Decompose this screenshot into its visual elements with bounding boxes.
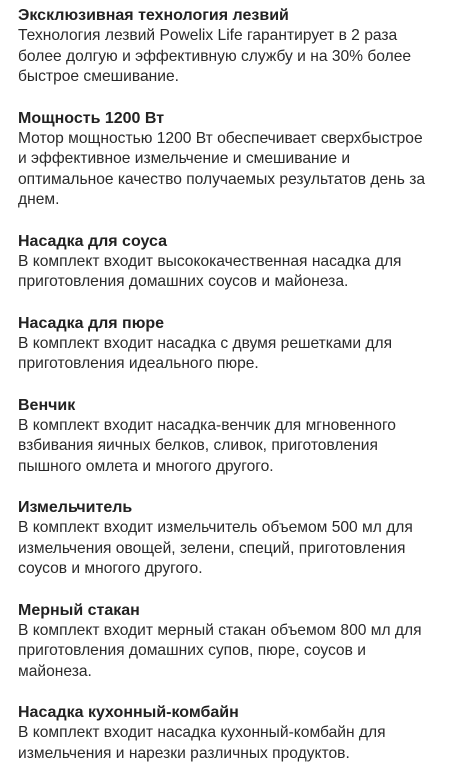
feature-whisk: [18, 396, 432, 478]
feature-description: Технология лезвий Powelix Life гарантирует в 2 раза более долгую и эффективную службу и на 30% более быстрое смешивание.: [18, 27, 412, 85]
feature-title: Насадка для соуса: [18, 232, 168, 250]
feature-description: В комплект входит насадка кухонный-комбайн для измельчения и нарезки различных продуктов.: [18, 724, 386, 762]
feature-title: Насадка для пюре: [18, 314, 165, 332]
feature-chopper: [18, 498, 432, 580]
feature-title: Измельчитель: [18, 499, 133, 516]
feature-description: В комплект входит мерный стакан объемом 800 мл для приготовления домашних супов, пюре, соусов и майонеза.: [18, 621, 422, 680]
feature-sauce-attachment: [18, 232, 432, 293]
feature-description: В комплект входит измельчитель объемом 500 мл для измельчения овощей, зелени, специй, приготовления соусов и многого другого.: [18, 519, 413, 577]
feature-measuring-cup: [18, 601, 432, 683]
feature-title: Насадка кухонный-комбайн: [18, 704, 239, 721]
feature-description: Мотор мощностью 1200 Вт обеспечивает сверхбыстрое и эффективное измельчение и смешивание и оптимальное качество получаемых результатов день за днем.: [18, 129, 426, 208]
feature-title: Эксклюзивная технология лезвий: [18, 7, 289, 24]
feature-puree-attachment: [18, 314, 432, 375]
feature-blade-technology: [18, 6, 432, 88]
feature-description: В комплект входит насадка-венчик для мгновенного взбивания яичных белков, сливок, приготовления пышного омлета и многого другого.: [18, 416, 396, 475]
feature-power: [18, 109, 432, 211]
feature-description: В комплект входит насадка с двумя решетками для приготовления идеального пюре.: [18, 334, 393, 372]
feature-title: Мощность 1200 Вт: [18, 109, 165, 127]
feature-title: Мерный стакан: [18, 601, 140, 619]
feature-title: Венчик: [18, 396, 76, 414]
feature-description: В комплект входит высококачественная насадка для приготовления домашних соусов и майонеза.: [18, 252, 402, 290]
